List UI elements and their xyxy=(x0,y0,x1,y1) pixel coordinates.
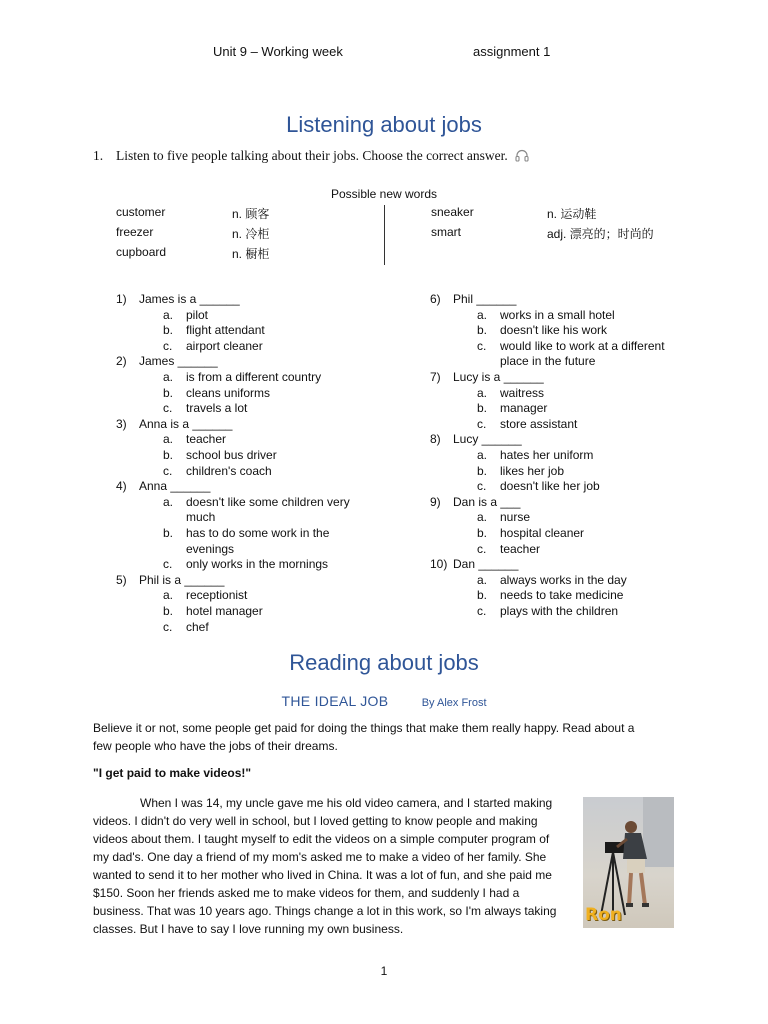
option-letter: c. xyxy=(163,557,173,572)
reading-title: Reading about jobs xyxy=(289,650,479,675)
option-text: flight attendant xyxy=(186,323,265,338)
option-letter: a. xyxy=(163,494,174,509)
option-letter: a. xyxy=(163,432,174,447)
option-text: nurse xyxy=(500,510,531,525)
option-text: teacher xyxy=(186,432,227,447)
vocab-meaning: n. 冷柜 xyxy=(232,227,270,241)
question-number: 1) xyxy=(116,292,127,306)
option-text: doesn't like some children very xyxy=(186,494,350,509)
vocab-meaning: n. 橱柜 xyxy=(232,247,270,261)
option-letter: b. xyxy=(163,385,174,400)
question-text: Dan ______ xyxy=(453,557,519,572)
question-number: 7) xyxy=(430,370,441,384)
question-number: 5) xyxy=(116,572,127,587)
vocab-meaning: adj. 漂亮的；时尚的 xyxy=(547,227,654,241)
option-text: store assistant xyxy=(500,416,578,431)
option-letter: a. xyxy=(477,510,488,525)
story-line: classes. But I have to say I love running my own business. xyxy=(93,922,404,936)
question-number: 8) xyxy=(430,432,441,447)
ron-photo xyxy=(583,797,674,928)
option-text: doesn't like his work xyxy=(500,323,608,338)
option-letter: c. xyxy=(477,541,487,556)
photo-caption: Ron xyxy=(585,905,622,925)
option-letter: c. xyxy=(477,604,487,618)
option-text: needs to take medicine xyxy=(500,588,624,603)
page-number: 1 xyxy=(380,964,388,978)
intro-line: few people who have the jobs of their dreams. xyxy=(93,739,338,753)
option-text-continued: much xyxy=(186,510,216,525)
option-letter: b. xyxy=(477,401,488,416)
option-letter: b. xyxy=(163,323,174,338)
vocab-word: sneaker xyxy=(431,205,474,219)
option-letter: b. xyxy=(163,604,174,618)
story-paragraph xyxy=(93,794,573,938)
story-line: $150. Soon her friends asked me to make videos for them, and suddenly I had a xyxy=(93,886,520,900)
question-number: 6) xyxy=(430,292,441,306)
option-text: hospital cleaner xyxy=(500,526,585,540)
option-letter: b. xyxy=(477,463,488,478)
question-text: Phil ______ xyxy=(453,292,517,306)
article-title: THE IDEAL JOB xyxy=(281,693,389,709)
option-letter: a. xyxy=(163,307,174,322)
option-text: works in a small hotel xyxy=(500,307,615,322)
option-text: children's coach xyxy=(186,463,272,478)
option-letter: a. xyxy=(163,370,174,384)
option-text: teacher xyxy=(500,541,541,556)
question-text: Dan is a ___ xyxy=(453,494,521,509)
question-text: James ______ xyxy=(139,354,218,369)
option-text: chef xyxy=(186,619,209,634)
option-text: manager xyxy=(500,401,548,416)
story-line: videos. I didn't do very well in school, but I loved getting to know people and making xyxy=(93,814,538,828)
option-letter: c. xyxy=(163,463,173,478)
option-text: airport cleaner xyxy=(186,338,263,353)
question-text: Lucy ______ xyxy=(453,432,522,447)
option-letter: c. xyxy=(163,338,173,353)
option-text: waitress xyxy=(500,385,545,400)
option-text: has to do some work in the xyxy=(186,526,330,540)
vocab-title: Possible new words xyxy=(330,187,438,201)
option-text: always works in the day xyxy=(500,572,627,587)
option-letter: a. xyxy=(477,385,488,400)
option-letter: a. xyxy=(163,588,174,603)
option-text: school bus driver xyxy=(186,448,277,462)
story-line: videos about them. I taught myself to edit the videos on a simple computer program of xyxy=(93,832,550,846)
assignment-label: assignment 1 xyxy=(473,44,551,59)
option-letter: a. xyxy=(477,448,488,462)
option-text: hotel manager xyxy=(186,604,263,618)
option-letter: c. xyxy=(477,338,487,353)
option-text: cleans uniforms xyxy=(186,385,271,400)
vocab-word: smart xyxy=(431,225,461,239)
option-letter: c. xyxy=(163,619,173,634)
article-author: By Alex Frost xyxy=(421,697,487,709)
vocab-word: cupboard xyxy=(116,245,167,259)
vocab-meaning: n. 顾客 xyxy=(232,207,270,221)
option-letter: c. xyxy=(163,401,173,416)
question-text: Lucy is a ______ xyxy=(453,370,544,384)
option-text: would like to work at a different xyxy=(500,338,665,353)
question-number: 2) xyxy=(116,354,127,369)
option-letter: b. xyxy=(477,588,488,603)
option-text: doesn't like her job xyxy=(500,479,600,494)
instruction xyxy=(93,148,529,166)
question-number: 3) xyxy=(116,416,127,431)
article-heading xyxy=(0,693,768,709)
question-text: James is a ______ xyxy=(139,292,240,306)
story-line: wanted to send it to her mother who lived in China. It was a lot of fun, and she paid me xyxy=(93,868,552,882)
story-line: business. That was 10 years ago. Things change a lot in this work, so I'm always taking xyxy=(93,904,557,918)
listening-title: Listening about jobs xyxy=(286,112,482,137)
unit-header: Unit 9 – Working week xyxy=(213,44,343,59)
question-number: 4) xyxy=(116,479,127,494)
option-letter: a. xyxy=(477,307,488,322)
option-text-continued: place in the future xyxy=(500,354,596,369)
question-text: Phil is a ______ xyxy=(139,572,225,587)
option-text: receptionist xyxy=(186,588,248,603)
option-text: travels a lot xyxy=(186,401,248,416)
vocab-meaning: n. 运动鞋 xyxy=(547,207,597,221)
option-letter: c. xyxy=(477,479,487,494)
question-number: 10) xyxy=(430,557,448,572)
option-text: only works in the mornings xyxy=(186,557,329,572)
option-letter: b. xyxy=(163,526,174,540)
vocab-word: freezer xyxy=(116,225,154,239)
option-text-continued: evenings xyxy=(186,541,235,556)
question-text: Anna is a ______ xyxy=(139,416,233,431)
vocab-word: customer xyxy=(116,205,166,219)
question-number: 9) xyxy=(430,494,441,509)
option-text: hates her uniform xyxy=(500,448,594,462)
intro-line: Believe it or not, some people get paid for doing the things that make them really happy. Read about a xyxy=(93,721,635,735)
story-line: my dad's. One day a friend of my mom's asked me to make a video of her family. She xyxy=(93,850,547,864)
option-letter: c. xyxy=(477,416,487,431)
option-text: pilot xyxy=(186,307,209,322)
option-text: likes her job xyxy=(500,463,565,478)
instruction-number: 1. xyxy=(93,148,104,163)
option-letter: a. xyxy=(477,572,488,587)
vocab-divider xyxy=(384,205,385,265)
quote-heading: "I get paid to make videos!" xyxy=(93,766,252,780)
story-line: When I was 14, my uncle gave me his old video camera, and I started making xyxy=(140,796,553,810)
option-letter: b. xyxy=(477,526,488,540)
option-text: is from a different country xyxy=(186,370,322,384)
intro-paragraph xyxy=(93,719,673,755)
question-text: Anna ______ xyxy=(139,479,211,494)
option-letter: b. xyxy=(163,448,174,462)
option-text: plays with the children xyxy=(500,604,619,618)
headphones-icon xyxy=(515,149,529,166)
option-letter: b. xyxy=(477,323,488,338)
instruction-text: Listen to five people talking about their jobs. Choose the correct answer. xyxy=(116,148,508,163)
